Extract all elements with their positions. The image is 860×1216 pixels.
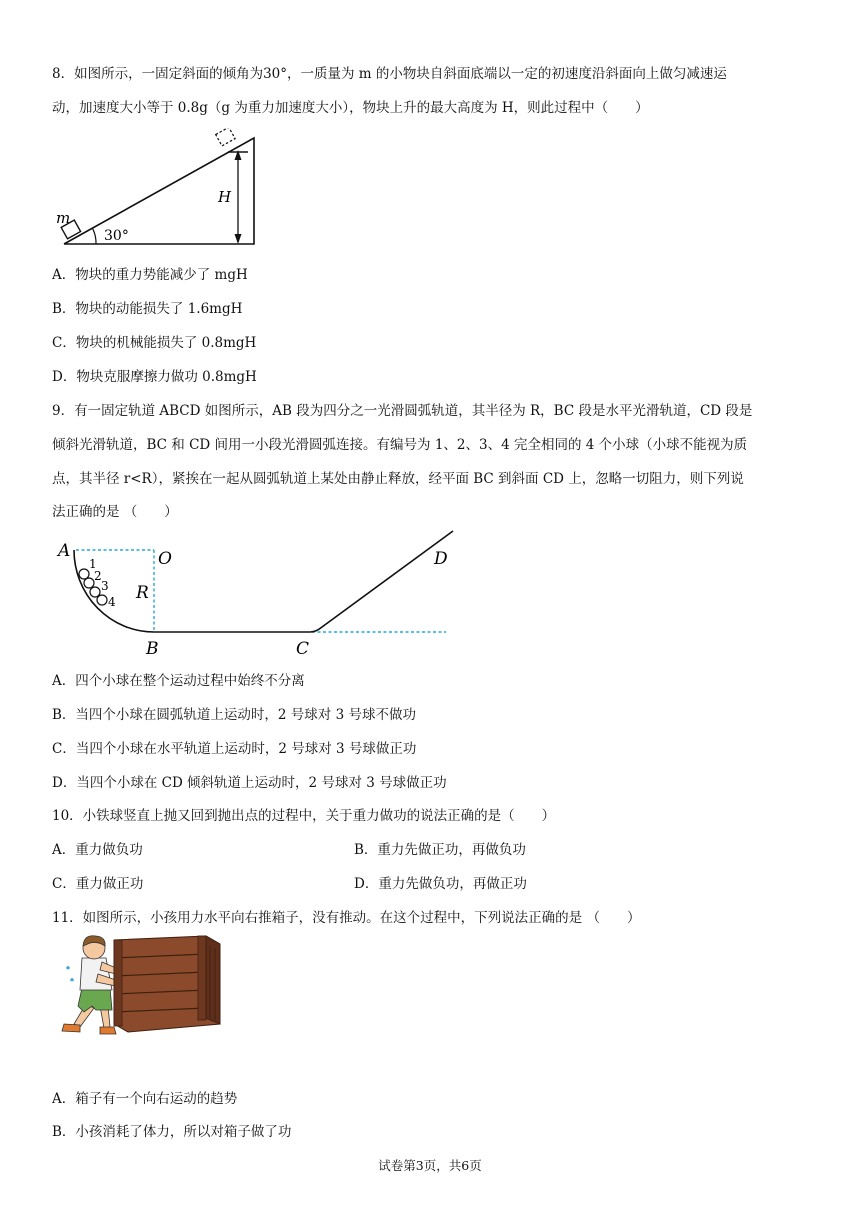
ball-1-label: 1: [89, 557, 97, 571]
q8-incline-figure: [52, 128, 262, 250]
crate: [114, 936, 220, 1032]
point-b-label: B: [146, 639, 159, 659]
q8-option-d: D．物块克服摩擦力做功 0.8mgH: [52, 369, 257, 385]
q10-option-d: D．重力先做负功，再做正功: [354, 876, 527, 892]
q8-option-c: C．物块的机械能损失了 0.8mgH: [52, 335, 257, 351]
q9-stem-line4: 法正确的是 （ ）: [52, 504, 178, 520]
angle-label: 30°: [104, 228, 129, 244]
q8-option-a: A．物块的重力势能减少了 mgH: [52, 267, 248, 283]
radius-label: R: [136, 583, 149, 603]
ball-2: [84, 578, 94, 588]
q10-stem: 10．小铁球竖直上抛又回到抛出点的过程中，关于重力做功的说法正确的是（ ）: [52, 808, 556, 824]
q10-option-a: A．重力做负功: [52, 842, 143, 858]
q9-stem-line2: 倾斜光滑轨道，BC 和 CD 间用一小段光滑圆弧连接。有编号为 1、2、3、4 完全相同的 4 个小球（小球不能视为质: [52, 437, 748, 453]
height-label: H: [218, 188, 232, 206]
q9-option-a: A．四个小球在整个运动过程中始终不分离: [52, 673, 305, 689]
q8-stem-line1: 8．如图所示，一固定斜面的倾角为30°，一质量为 m 的小物块自斜面底端以一定的初速度沿斜面向上做匀减速运: [52, 66, 727, 82]
point-d-label: D: [434, 549, 448, 569]
ball-2-label: 2: [94, 569, 102, 583]
q10-option-c: C．重力做正功: [52, 876, 144, 892]
ball-4-label: 4: [108, 595, 116, 609]
q9-stem-line1: 9．有一固定轨道 ABCD 如图所示，AB 段为四分之一光滑圆弧轨道，其半径为 R，BC 段是水平光滑轨道，CD 段是: [52, 403, 753, 419]
q11-option-b: B．小孩消耗了体力，所以对箱子做了功: [52, 1124, 292, 1140]
q9-option-c: C．当四个小球在水平轨道上运动时，2 号球对 3 号球做正功: [52, 741, 417, 757]
point-a-label: A: [58, 541, 71, 561]
q11-option-a: A．箱子有一个向右运动的趋势: [52, 1091, 238, 1107]
boy-pushing-crate-illustration: [52, 932, 224, 1040]
ball-3-label: 3: [101, 579, 109, 593]
q9-stem-line3: 点，其半径 r<R），紧挨在一起从圆弧轨道上某处由静止释放，经平面 BC 到斜面 CD 上，忽略一切阻力，则下列说: [52, 471, 744, 487]
dashed-block: [216, 128, 235, 146]
track-abcd: [74, 531, 453, 632]
ball-1: [79, 569, 89, 579]
q9-option-d: D．当四个小球在 CD 倾斜轨道上运动时，2 号球对 3 号球做正功: [52, 775, 447, 791]
point-c-label: C: [296, 639, 310, 659]
ball-4: [97, 595, 107, 605]
point-o-label: O: [158, 549, 172, 569]
page-footer: 试卷第3页，共6页: [378, 1158, 482, 1173]
q9-option-b: B．当四个小球在圆弧轨道上运动时，2 号球对 3 号球不做功: [52, 707, 416, 723]
q11-stem: 11．如图所示，小孩用力水平向右推箱子，没有推动。在这个过程中，下列说法正确的是 （ ）: [52, 910, 641, 926]
ball-3: [90, 587, 100, 597]
q9-track-figure: [52, 526, 462, 660]
q10-option-b: B．重力先做正功，再做负功: [354, 842, 526, 858]
q8-option-b: B．物块的动能损失了 1.6mgH: [52, 301, 243, 317]
q8-stem-line2: 动，加速度大小等于 0.8g（g 为重力加速度大小），物块上升的最大高度为 H，则此过程中（ ）: [52, 100, 649, 116]
mass-label: m: [56, 209, 71, 227]
